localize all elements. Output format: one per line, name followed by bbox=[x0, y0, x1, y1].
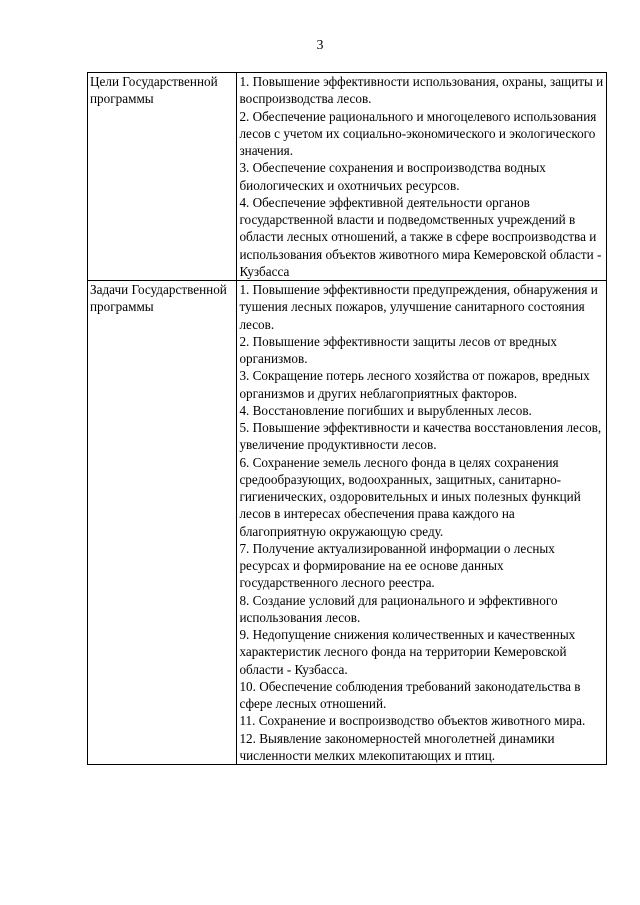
program-passport-table bbox=[87, 72, 607, 765]
goal-item: 3. Обеспечение сохранения и воспроизводства водных биологических и охотничьих ресурсов. bbox=[239, 160, 546, 193]
task-item: 8. Создание условий для рационального и эффективного использования лесов. bbox=[239, 592, 558, 625]
goal-item: 2. Обеспечение рационального и многоцелевого использования лесов с учетом их социально-экономического и экологического значения. bbox=[239, 108, 597, 158]
task-item: 9. Недопущение снижения количественных и качественных характеристик лесного фонда на территории Кемеровской области - Кузбасса. bbox=[239, 627, 576, 677]
task-item: 7. Получение актуализированной информации о лесных ресурсах и формирование на ее основе данных государственного лесного реестра. bbox=[239, 540, 555, 591]
task-item: 11. Сохранение и воспроизводство объектов животного мира. bbox=[239, 713, 586, 729]
tasks-label-cell: Задачи Государственной программы bbox=[88, 281, 237, 765]
tasks-items-cell bbox=[237, 281, 607, 765]
page-number: 3 bbox=[316, 38, 324, 53]
goal-item: 4. Обеспечение эффективной деятельности органов государственной власти и подведомственных учреждений в области лесных отношений, а также в сфере воспроизводства и использования объектов животного мира Кемеровской области - Кузбасса bbox=[239, 194, 602, 279]
task-item: 1. Повышение эффективности предупреждения, обнаружения и тушения лесных пожаров, улучшение санитарного состояния лесов. bbox=[239, 282, 598, 332]
task-item: 12. Выявление закономерностей многолетней динамики численности мелких млекопитающих и птиц. bbox=[239, 730, 555, 763]
task-item: 3. Сокращение потерь лесного хозяйства от пожаров, вредных организмов и других неблагоприятных факторов. bbox=[239, 368, 590, 401]
goals-items-cell bbox=[237, 73, 607, 281]
task-item: 6. Сохранение земель лесного фонда в целях сохранения средообразующих, водоохранных, защитных, санитарно-гигиенических, оздоровительных и иных полезных функций лесов в интересах обеспечения права каждого на благоприятную окружающую среду. bbox=[239, 454, 581, 539]
task-item: 10. Обеспечение соблюдения требований законодательства в сфере лесных отношений. bbox=[239, 678, 581, 711]
task-item: 2. Повышение эффективности защиты лесов от вредных организмов. bbox=[239, 333, 557, 366]
task-item: 5. Повышение эффективности и качества восстановления лесов, увеличение продуктивности лесов. bbox=[239, 420, 602, 453]
table-row-tasks bbox=[88, 281, 607, 765]
goal-item: 1. Повышение эффективности использования, охраны, защиты и воспроизводства лесов. bbox=[239, 74, 604, 107]
table-row-goals bbox=[88, 73, 607, 281]
task-item: 4. Восстановление погибших и вырубленных лесов. bbox=[239, 402, 532, 418]
goals-label-cell: Цели Государственной программы bbox=[88, 73, 237, 281]
